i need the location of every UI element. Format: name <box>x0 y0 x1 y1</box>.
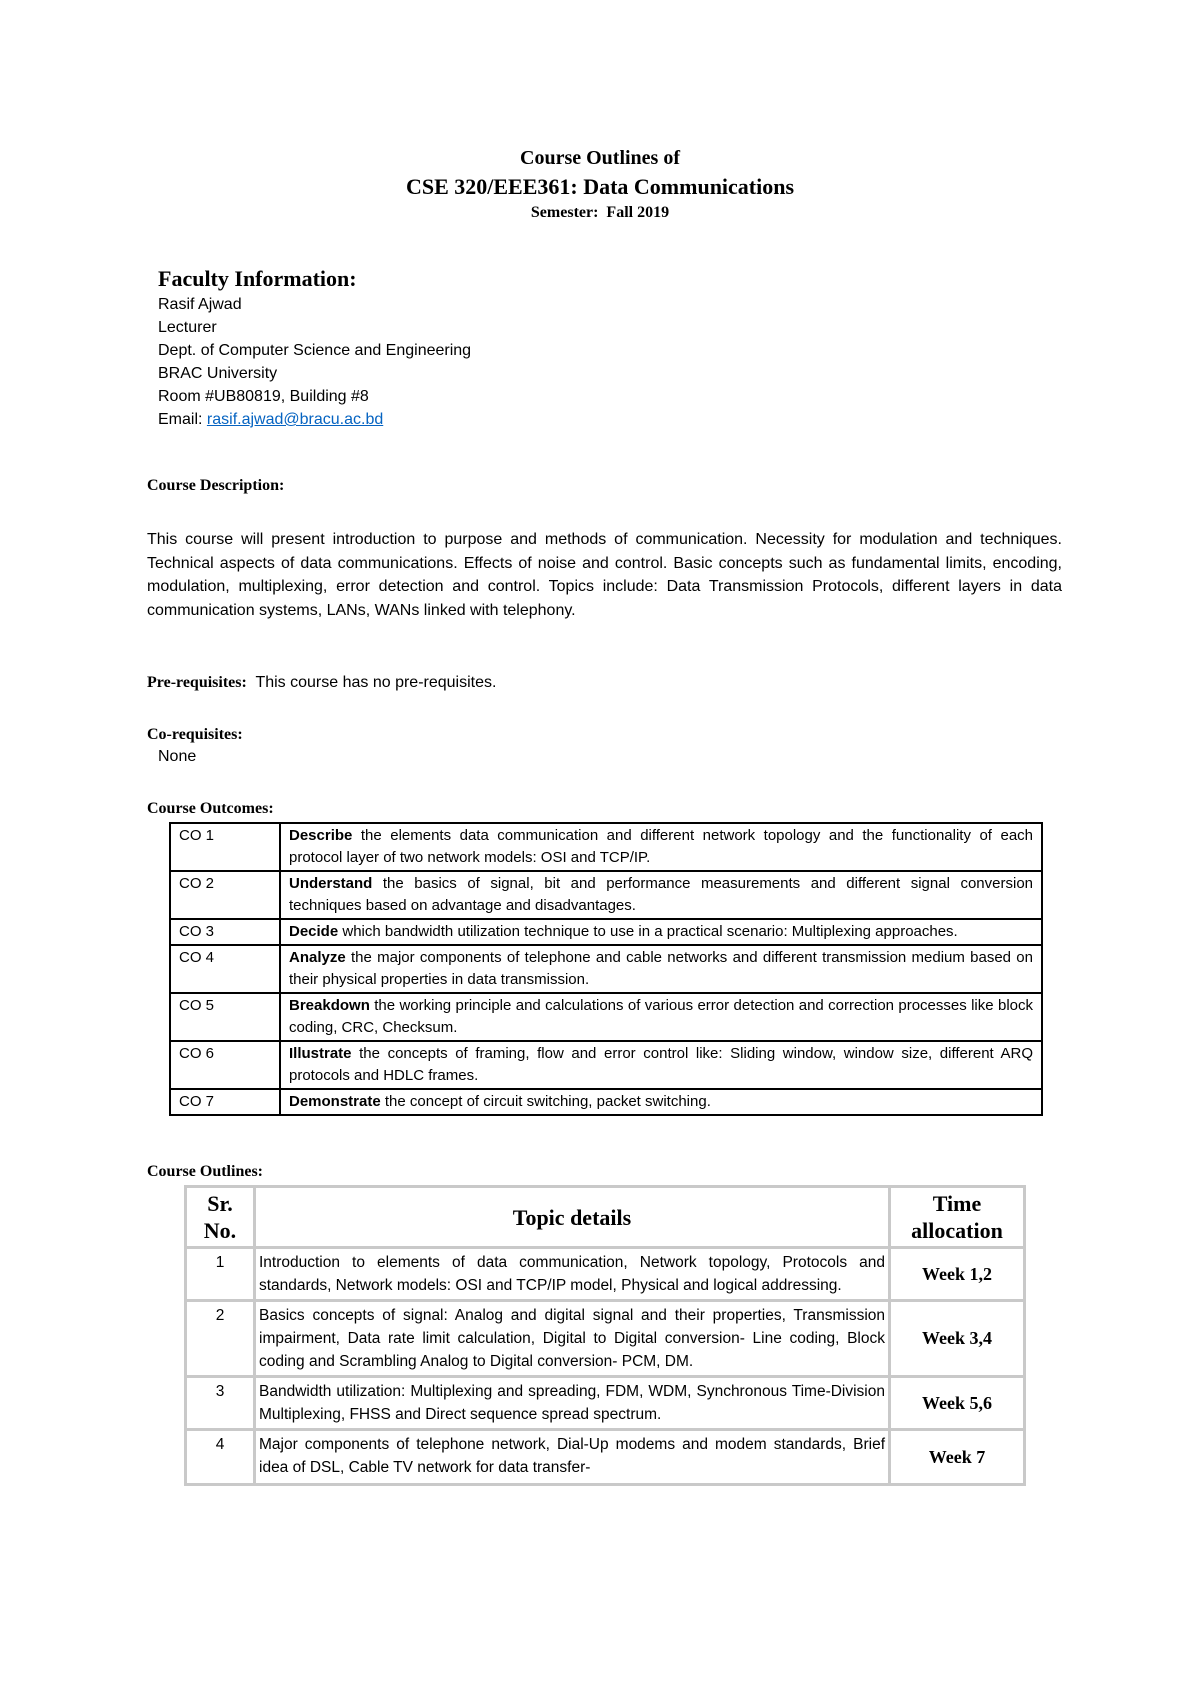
outcome-id: CO 3 <box>170 919 280 945</box>
corequisites-text: None <box>158 748 197 765</box>
outline-time: Week 3,4 <box>890 1301 1025 1377</box>
faculty-department: Dept. of Computer Science and Engineering <box>158 342 472 359</box>
prerequisites-text: This course has no pre-requisites. <box>255 674 497 691</box>
email-link[interactable]: rasif.ajwad@bracu.ac.bd <box>206 411 384 428</box>
outline-sr: 1 <box>186 1248 255 1301</box>
course-outlines-heading: Course Outlines: <box>147 1163 263 1180</box>
prerequisites-line <box>147 674 496 692</box>
corequisites-heading: Co-requisites: <box>147 726 243 743</box>
outcome-id: CO 7 <box>170 1089 280 1115</box>
outcome-desc: the concepts of framing, flow and error control like: Sliding window, window size, different ARQ protocols and HDLC frames. <box>289 1045 1033 1084</box>
outline-time: Week 7 <box>890 1430 1025 1485</box>
outcome-desc: which bandwidth utilization technique to use in a practical scenario: Multiplexing approaches. <box>338 923 958 940</box>
outline-sr: 4 <box>186 1430 255 1485</box>
outcome-desc: the elements data communication and different network topology and the functionality of each protocol layer of two network models: OSI and TCP/IP. <box>289 827 1033 866</box>
outcome-text <box>280 1041 1042 1089</box>
faculty-email-line <box>158 411 383 429</box>
outcome-id: CO 2 <box>170 871 280 919</box>
outline-row <box>186 1430 1025 1485</box>
outcome-id: CO 5 <box>170 993 280 1041</box>
faculty-position: Lecturer <box>158 319 217 336</box>
faculty-name: Rasif Ajwad <box>158 296 242 313</box>
outline-row <box>186 1248 1025 1301</box>
doc-title-line1: Course Outlines of <box>520 147 680 169</box>
course-outcomes-heading: Course Outcomes: <box>147 800 274 817</box>
outcome-desc: the concept of circuit switching, packet switching. <box>380 1093 711 1110</box>
outcome-text <box>280 871 1042 919</box>
outcome-text <box>280 993 1042 1041</box>
outline-row <box>186 1301 1025 1377</box>
outcome-id: CO 6 <box>170 1041 280 1089</box>
outcome-verb: Breakdown <box>289 997 370 1014</box>
outcome-id: CO 1 <box>170 823 280 871</box>
faculty-room: Room #UB80819, Building #8 <box>158 388 369 405</box>
outline-time: Week 5,6 <box>890 1377 1025 1430</box>
course-description-heading: Course Description: <box>147 477 285 494</box>
outcome-text <box>280 919 1042 945</box>
outcome-row <box>170 919 1042 945</box>
doc-title-course: CSE 320/EEE361: Data Communications <box>405 174 795 199</box>
outcome-verb: Describe <box>289 827 353 844</box>
outcome-verb: Demonstrate <box>289 1093 381 1110</box>
outline-header-row <box>186 1187 1025 1248</box>
outline-sr: 2 <box>186 1301 255 1377</box>
outcome-verb: Understand <box>289 875 373 892</box>
outcome-row <box>170 1089 1042 1115</box>
outline-row <box>186 1377 1025 1430</box>
outline-sr: 3 <box>186 1377 255 1430</box>
outcome-row <box>170 871 1042 919</box>
outcome-text <box>280 945 1042 993</box>
outline-time: Week 1,2 <box>890 1248 1025 1301</box>
col-header-time: Time allocation <box>890 1187 1025 1248</box>
email-label: Email: <box>158 411 203 428</box>
outcome-row <box>170 823 1042 871</box>
faculty-heading: Faculty Information: <box>158 266 357 291</box>
outcome-row <box>170 993 1042 1041</box>
outline-topic: Introduction to elements of data communication, Network topology, Protocols and standards, Network models: OSI and TCP/IP model, Physical and logical addressing. <box>255 1248 890 1301</box>
faculty-university: BRAC University <box>158 365 278 382</box>
course-outlines-table <box>184 1185 1026 1486</box>
course-outcomes-table <box>169 822 1043 1116</box>
col-header-topic: Topic details <box>255 1187 890 1248</box>
prerequisites-heading: Pre-requisites: <box>147 674 247 691</box>
semester-label: Semester: <box>530 204 599 221</box>
outcome-row <box>170 945 1042 993</box>
outcome-verb: Analyze <box>289 949 346 966</box>
outcome-verb: Illustrate <box>289 1045 352 1062</box>
outline-topic: Bandwidth utilization: Multiplexing and spreading, FDM, WDM, Synchronous Time-Division Multiplexing, FHSS and Direct sequence spread spectrum. <box>255 1377 890 1430</box>
outcome-desc: the working principle and calculations of various error detection and correction processes like block coding, CRC, Checksum. <box>289 997 1033 1036</box>
outline-topic: Major components of telephone network, Dial-Up modems and modem standards, Brief idea of DSL, Cable TV network for data transfer- <box>255 1430 890 1485</box>
outcome-verb: Decide <box>289 923 339 940</box>
outcome-desc: the basics of signal, bit and performance measurements and different signal conversion techniques based on advantage and disadvantages. <box>289 875 1033 914</box>
outcome-text <box>280 1089 1042 1115</box>
col-header-sr: Sr. No. <box>186 1187 255 1248</box>
semester-value: Fall 2019 <box>606 204 670 221</box>
outcome-row <box>170 1041 1042 1089</box>
outcome-id: CO 4 <box>170 945 280 993</box>
doc-semester <box>0 204 1200 222</box>
outline-topic: Basics concepts of signal: Analog and digital signal and their properties, Transmission impairment, Data rate limit calculation, Digital to Digital conversion- Line coding, Block coding and Scrambling Analog to Digital conversion- PCM, DM. <box>255 1301 890 1377</box>
course-description-text: This course will present introduction to purpose and methods of communication. Necessity for modulation and techniques. Technical aspects of data communications. Effects of noise and control. Basic concepts such as fundamental limits, encoding, modulation, multiplexing, error detection and control. Topics include: Data Transmission Protocols, different layers in data communication systems, LANs, WANs linked with telephony. <box>147 531 1062 619</box>
outcome-text <box>280 823 1042 871</box>
outcome-desc: the major components of telephone and cable networks and different transmission medium based on their physical properties in data transmission. <box>289 949 1033 988</box>
